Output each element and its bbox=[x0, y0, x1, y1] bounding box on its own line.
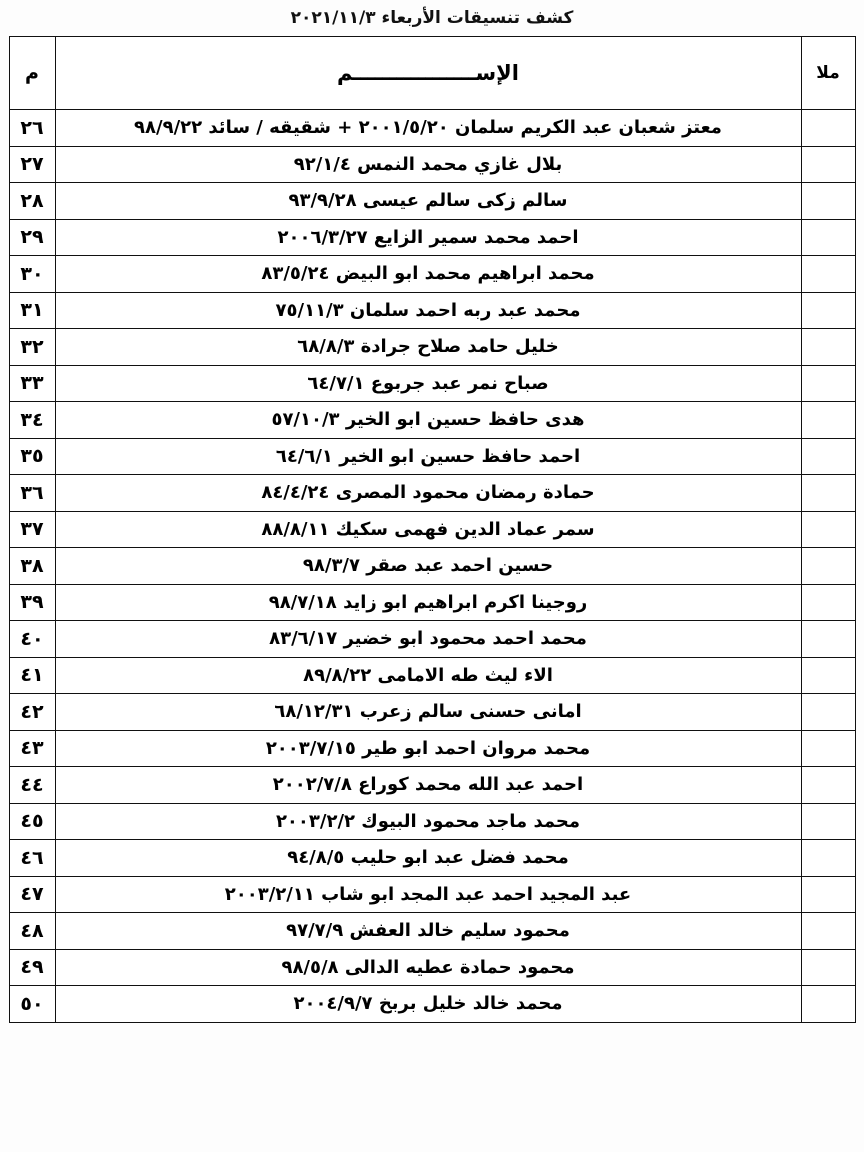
table-row bbox=[9, 219, 855, 256]
row-name-cell: محمد خالد خليل بربخ ٢٠٠٤/٩/٧ bbox=[55, 986, 801, 1023]
row-number-cell: ٤٦ bbox=[9, 840, 55, 877]
row-name-cell: حسين احمد عبد صقر ٩٨/٣/٧ bbox=[55, 548, 801, 585]
row-name-cell: خليل حامد صلاح جرادة ٦٨/٨/٣ bbox=[55, 329, 801, 366]
row-number-cell: ٤٩ bbox=[9, 949, 55, 986]
row-number-cell: ٣٠ bbox=[9, 256, 55, 293]
column-header-number: م bbox=[9, 37, 55, 110]
row-name-cell: سالم زكى سالم عيسى ٩٣/٩/٢٨ bbox=[55, 183, 801, 220]
table-row bbox=[9, 840, 855, 877]
row-name-cell: احمد محمد سمير الزايع ٢٠٠٦/٣/٢٧ bbox=[55, 219, 801, 256]
row-number-cell: ٤٧ bbox=[9, 876, 55, 913]
row-notes-cell bbox=[801, 183, 855, 220]
table-row bbox=[9, 621, 855, 658]
table-row bbox=[9, 949, 855, 986]
row-number-cell: ٤٠ bbox=[9, 621, 55, 658]
row-name-cell: محمد ابراهيم محمد ابو البيض ٨٣/٥/٢٤ bbox=[55, 256, 801, 293]
row-notes-cell bbox=[801, 657, 855, 694]
row-notes-cell bbox=[801, 329, 855, 366]
table-row bbox=[9, 146, 855, 183]
table-row bbox=[9, 986, 855, 1023]
table-row bbox=[9, 475, 855, 512]
row-number-cell: ٢٩ bbox=[9, 219, 55, 256]
row-name-cell: روجينا اكرم ابراهيم ابو زايد ٩٨/٧/١٨ bbox=[55, 584, 801, 621]
column-header-name: الإســـــــــــــــــم bbox=[55, 37, 801, 110]
row-name-cell: احمد حافظ حسين ابو الخير ٦٤/٦/١ bbox=[55, 438, 801, 475]
row-number-cell: ٤١ bbox=[9, 657, 55, 694]
row-notes-cell bbox=[801, 110, 855, 147]
row-notes-cell bbox=[801, 292, 855, 329]
table-row bbox=[9, 657, 855, 694]
row-number-cell: ٤٤ bbox=[9, 767, 55, 804]
table-row bbox=[9, 256, 855, 293]
table-row bbox=[9, 365, 855, 402]
table-row bbox=[9, 767, 855, 804]
row-notes-cell bbox=[801, 840, 855, 877]
row-notes-cell bbox=[801, 438, 855, 475]
coordination-table bbox=[9, 36, 856, 1023]
row-name-cell: محمد احمد محمود ابو خضير ٨٣/٦/١٧ bbox=[55, 621, 801, 658]
table-row bbox=[9, 913, 855, 950]
row-name-cell: بلال غازي محمد النمس ٩٢/١/٤ bbox=[55, 146, 801, 183]
table-row bbox=[9, 329, 855, 366]
table-row bbox=[9, 438, 855, 475]
row-notes-cell bbox=[801, 694, 855, 731]
row-number-cell: ٢٦ bbox=[9, 110, 55, 147]
table-body bbox=[9, 110, 855, 1023]
row-number-cell: ٢٨ bbox=[9, 183, 55, 220]
row-name-cell: الاء ليث طه الامامى ٨٩/٨/٢٢ bbox=[55, 657, 801, 694]
row-name-cell: محمود حمادة عطيه الدالى ٩٨/٥/٨ bbox=[55, 949, 801, 986]
row-notes-cell bbox=[801, 986, 855, 1023]
row-number-cell: ٣٥ bbox=[9, 438, 55, 475]
row-name-cell: محمد فضل عبد ابو حليب ٩٤/٨/٥ bbox=[55, 840, 801, 877]
row-number-cell: ٣٣ bbox=[9, 365, 55, 402]
row-number-cell: ٣٦ bbox=[9, 475, 55, 512]
row-notes-cell bbox=[801, 511, 855, 548]
row-name-cell: هدى حافظ حسين ابو الخير ٥٧/١٠/٣ bbox=[55, 402, 801, 439]
table-row bbox=[9, 694, 855, 731]
table-row bbox=[9, 584, 855, 621]
table-header-row bbox=[9, 37, 855, 110]
row-notes-cell bbox=[801, 146, 855, 183]
row-number-cell: ٣٧ bbox=[9, 511, 55, 548]
table-row bbox=[9, 548, 855, 585]
row-name-cell: محمد مروان احمد ابو طير ٢٠٠٣/٧/١٥ bbox=[55, 730, 801, 767]
row-notes-cell bbox=[801, 475, 855, 512]
row-name-cell: سمر عماد الدين فهمى سكيك ٨٨/٨/١١ bbox=[55, 511, 801, 548]
column-header-notes: ملا bbox=[801, 37, 855, 110]
row-number-cell: ٢٧ bbox=[9, 146, 55, 183]
row-number-cell: ٤٥ bbox=[9, 803, 55, 840]
row-name-cell: محمد عبد ربه احمد سلمان ٧٥/١١/٣ bbox=[55, 292, 801, 329]
row-notes-cell bbox=[801, 767, 855, 804]
table-row bbox=[9, 730, 855, 767]
table-row bbox=[9, 803, 855, 840]
table-row bbox=[9, 183, 855, 220]
row-number-cell: ٣٢ bbox=[9, 329, 55, 366]
row-notes-cell bbox=[801, 219, 855, 256]
row-notes-cell bbox=[801, 402, 855, 439]
row-notes-cell bbox=[801, 803, 855, 840]
row-name-cell: احمد عبد الله محمد كوراع ٢٠٠٢/٧/٨ bbox=[55, 767, 801, 804]
row-notes-cell bbox=[801, 913, 855, 950]
table-row bbox=[9, 110, 855, 147]
row-number-cell: ٥٠ bbox=[9, 986, 55, 1023]
row-name-cell: حمادة رمضان محمود المصرى ٨٤/٤/٢٤ bbox=[55, 475, 801, 512]
table-row bbox=[9, 511, 855, 548]
row-notes-cell bbox=[801, 876, 855, 913]
row-name-cell: معتز شعبان عبد الكريم سلمان ٢٠٠١/٥/٢٠ + شقيقه / سائد ٩٨/٩/٢٢ bbox=[55, 110, 801, 147]
row-name-cell: محمود سليم خالد العفش ٩٧/٧/٩ bbox=[55, 913, 801, 950]
row-number-cell: ٤٣ bbox=[9, 730, 55, 767]
row-name-cell: صباح نمر عبد جربوع ٦٤/٧/١ bbox=[55, 365, 801, 402]
row-notes-cell bbox=[801, 730, 855, 767]
row-notes-cell bbox=[801, 584, 855, 621]
table-row bbox=[9, 292, 855, 329]
row-name-cell: عبد المجيد احمد عبد المجد ابو شاب ٢٠٠٣/٢/١١ bbox=[55, 876, 801, 913]
table-row bbox=[9, 876, 855, 913]
row-notes-cell bbox=[801, 621, 855, 658]
row-number-cell: ٣٤ bbox=[9, 402, 55, 439]
page-title: كشف تنسيقات الأربعاء ٢٠٢١/١١/٣ bbox=[290, 8, 574, 28]
row-number-cell: ٤٢ bbox=[9, 694, 55, 731]
table-header bbox=[9, 37, 855, 110]
row-number-cell: ٣٨ bbox=[9, 548, 55, 585]
row-notes-cell bbox=[801, 256, 855, 293]
row-name-cell: امانى حسنى سالم زعرب ٦٨/١٢/٣١ bbox=[55, 694, 801, 731]
row-notes-cell bbox=[801, 548, 855, 585]
row-notes-cell bbox=[801, 365, 855, 402]
row-notes-cell bbox=[801, 949, 855, 986]
row-number-cell: ٣١ bbox=[9, 292, 55, 329]
table-row bbox=[9, 402, 855, 439]
row-number-cell: ٤٨ bbox=[9, 913, 55, 950]
row-number-cell: ٣٩ bbox=[9, 584, 55, 621]
row-name-cell: محمد ماجد محمود البيوك ٢٠٠٣/٢/٢ bbox=[55, 803, 801, 840]
